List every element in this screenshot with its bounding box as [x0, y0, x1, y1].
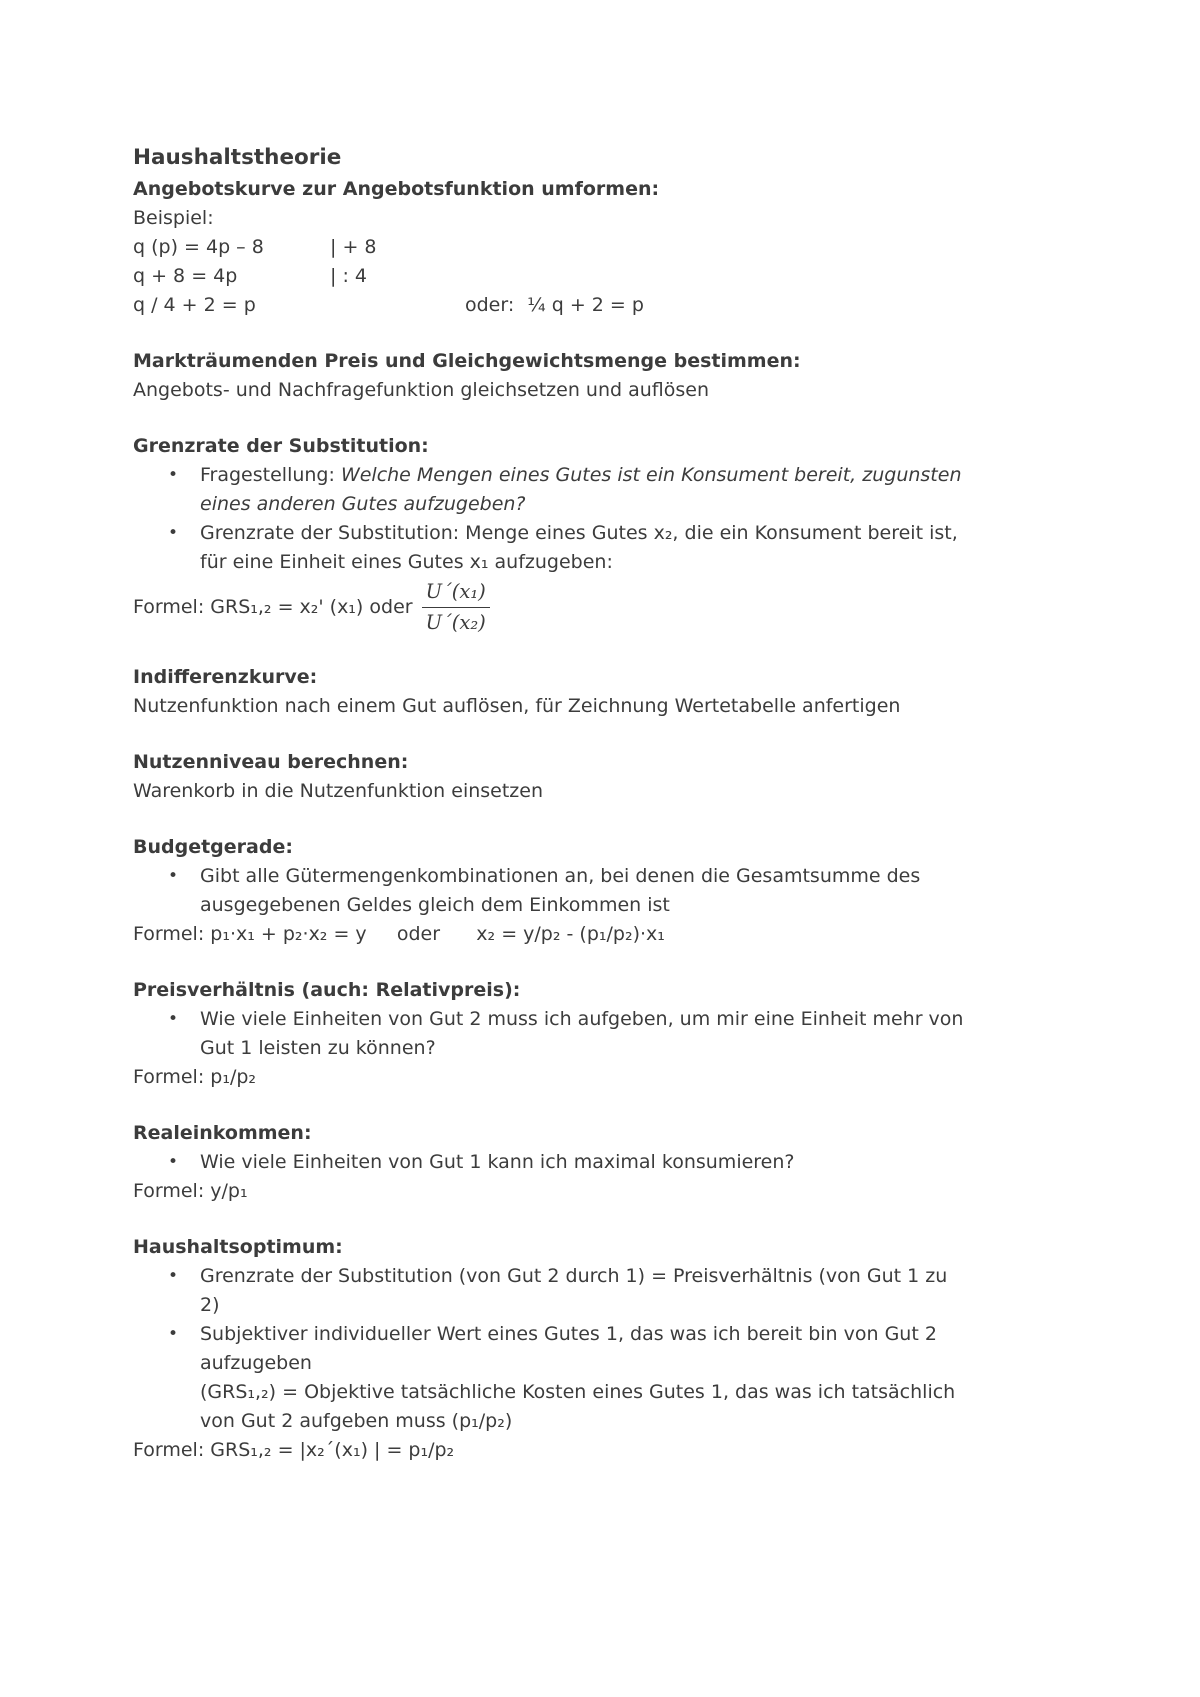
section-realeinkommen — [133, 1119, 972, 1206]
bullet-marker: • — [168, 866, 179, 886]
section-marktraeumung — [133, 347, 972, 405]
bullet-list — [133, 862, 972, 920]
bullet-text: Wie viele Einheiten von Gut 2 muss ich aufgeben, um mir eine Einheit mehr von Gut 1 leisten zu können? — [200, 1008, 964, 1059]
bullet-paragraph-1: Subjektiver individueller Wert eines Gutes 1, das was ich bereit bin von Gut 2 aufzugeben — [200, 1323, 937, 1374]
section-nutzenniveau — [133, 748, 972, 806]
bullet-label: Fragestellung: — [200, 464, 341, 486]
bullet-item — [133, 862, 972, 920]
bullet-text: Wie viele Einheiten von Gut 1 kann ich maximal konsumieren? — [200, 1151, 795, 1173]
intro-line: Beispiel: — [133, 207, 214, 229]
bullet-item — [133, 1005, 972, 1063]
bullet-item — [133, 1148, 972, 1177]
section-heading-nutzenniveau: Nutzenniveau berechnen: — [133, 751, 409, 773]
formula-line: Formel: y/p₁ — [133, 1180, 248, 1202]
formula-row — [133, 579, 972, 636]
section-heading-budgetgerade: Budgetgerade: — [133, 836, 293, 858]
bullet-list — [133, 461, 972, 577]
section-haushaltsoptimum — [133, 1233, 972, 1465]
bullet-marker: • — [168, 1152, 179, 1172]
equation-left: q (p) = 4p – 8 — [133, 236, 264, 258]
bullet-text — [200, 1320, 972, 1436]
section-heading-haushaltsoptimum: Haushaltsoptimum: — [133, 1236, 343, 1258]
bullet-text — [200, 461, 972, 519]
section-heading-realeinkommen: Realeinkommen: — [133, 1122, 312, 1144]
bullet-marker: • — [168, 1009, 179, 1029]
equation-row-1 — [133, 233, 972, 262]
section-heading-marktraeumung: Markträumenden Preis und Gleichgewichtsmenge bestimmen: — [133, 350, 801, 372]
fraction — [422, 579, 490, 636]
equation-row-2 — [133, 262, 972, 291]
bullet-item — [133, 1320, 972, 1436]
fraction-denominator: U´(x₂) — [425, 611, 486, 634]
bullet-item — [133, 461, 972, 519]
section-heading-grenzrate: Grenzrate der Substitution: — [133, 435, 429, 457]
body-text: Warenkorb in die Nutzenfunktion einsetzen — [133, 780, 544, 802]
equation-left: q + 8 = 4p — [133, 265, 238, 287]
page-title: Haushaltstheorie — [133, 145, 342, 170]
formula-prefix: Formel: GRS₁,₂ = x₂' (x₁) oder — [133, 596, 413, 618]
formula-line: Formel: GRS₁,₂ = |x₂´(x₁) | = p₁/p₂ — [133, 1439, 455, 1461]
bullet-question-italic: Welche Mengen eines Gutes ist ein Konsument bereit, zugunsten eines anderen Gutes aufzugeben? — [200, 464, 962, 515]
section-angebotskurve — [133, 175, 972, 320]
body-text: Nutzenfunktion nach einem Gut auflösen, für Zeichnung Wertetabelle anfertigen — [133, 695, 901, 717]
bullet-text: Grenzrate der Substitution: Menge eines Gutes x₂, die ein Konsument bereit ist, für eine Einheit eines Gutes x₁ aufzugeben: — [200, 522, 958, 573]
bullet-marker: • — [168, 1266, 179, 1286]
equation-left: q / 4 + 2 = p — [133, 294, 256, 316]
bullet-item — [133, 1262, 972, 1320]
bullet-text: Grenzrate der Substitution (von Gut 2 durch 1) = Preisverhältnis (von Gut 1 zu 2) — [200, 1265, 948, 1316]
equation-operation: | : 4 — [330, 265, 367, 287]
bullet-marker: • — [168, 1324, 179, 1344]
bullet-paragraph-2: (GRS₁,₂) = Objektive tatsächliche Kosten eines Gutes 1, das was ich tatsächlich von Gut 2 aufgeben muss (p₁/p₂) — [200, 1381, 956, 1432]
bullet-text: Gibt alle Gütermengenkombinationen an, bei denen die Gesamtsumme des ausgegebenen Geldes gleich dem Einkommen ist — [200, 865, 921, 916]
section-indifferenzkurve — [133, 663, 972, 721]
bullet-list — [133, 1005, 972, 1063]
bullet-marker: • — [168, 465, 179, 485]
bullet-item — [133, 519, 972, 577]
formula-line: Formel: p₁·x₁ + p₂·x₂ = y oder x₂ = y/p₂ - (p₁/p₂)·x₁ — [133, 923, 665, 945]
section-heading-preisverhaeltnis: Preisverhältnis (auch: Relativpreis): — [133, 979, 521, 1001]
section-budgetgerade — [133, 833, 972, 949]
equation-row-3 — [133, 291, 972, 320]
section-heading-indifferenzkurve: Indifferenzkurve: — [133, 666, 318, 688]
body-text: Angebots- und Nachfragefunktion gleichsetzen und auflösen — [133, 379, 710, 401]
oder-label: oder: — [465, 294, 515, 316]
formula-line: Formel: p₁/p₂ — [133, 1066, 257, 1088]
equation-alternative: ¼ q + 2 = p — [527, 294, 644, 316]
section-grenzrate — [133, 432, 972, 636]
fraction-numerator: U´(x₁) — [422, 579, 490, 608]
bullet-list — [133, 1262, 972, 1436]
equation-operation: | + 8 — [330, 236, 377, 258]
bullet-list — [133, 1148, 972, 1177]
section-preisverhaeltnis — [133, 976, 972, 1092]
bullet-marker: • — [168, 523, 179, 543]
section-heading-angebotskurve: Angebotskurve zur Angebotsfunktion umformen: — [133, 178, 660, 200]
